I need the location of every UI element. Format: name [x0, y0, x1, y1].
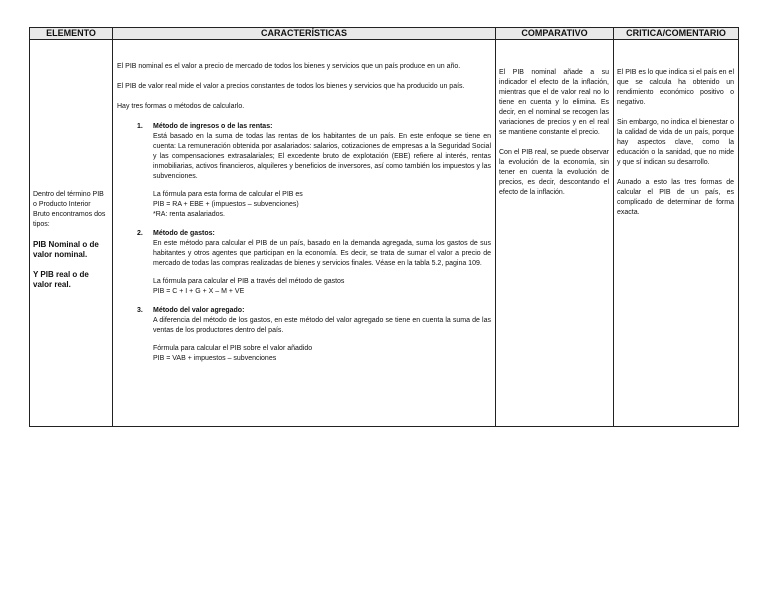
- formula-intro: Fórmula para calcular el PIB sobre el valor añadido: [153, 345, 313, 352]
- caracteristicas-cell: [113, 40, 496, 427]
- method-title: Método de gastos:: [153, 230, 215, 237]
- elemento-tipo-nominal: PIB Nominal o de valor nominal.: [33, 240, 99, 259]
- caracteristicas-p1: El PIB nominal es el valor a precio de mercado de todos los bienes y servicios que un país produce en un año.: [117, 63, 461, 70]
- formula-intro: La fórmula para calcular el PIB a través del método de gastos: [153, 278, 345, 285]
- method-formula-block: [137, 277, 491, 297]
- comparison-table: [29, 27, 739, 427]
- formula: PIB = C + I + G + X – M + VE: [153, 288, 245, 295]
- method-formula-block: [137, 190, 491, 220]
- critica-p1: El PIB es lo que indica si el país en el que se calcula ha obtenido un rendimiento económico positivo o negativo.: [617, 69, 734, 106]
- method-number: 3.: [137, 307, 143, 314]
- method-gastos: [137, 229, 491, 297]
- comparativo-p2: Con el PIB real, se puede observar la evolución de la economía, sin tener en cuenta la evolución de precios, es decir, descontando el efecto de la inflación.: [499, 149, 609, 196]
- caracteristicas-p2: El PIB de valor real mide el valor a precios constantes de todos los bienes y servicios que ha producido un país.: [117, 83, 465, 90]
- header-critica: CRITICA/COMENTARIO: [614, 28, 739, 40]
- method-body: Está basado en la suma de todas las rentas de los habitantes de un país. En este enfoque se tiene en cuenta: La remuneración obtenida por asalariados: salarios, cotizaciones de empresas a la Seguridad Social y las compensaciones extrasalariales; El excedente bruto de explotación (EBE) refiere al interés, rentas inmobiliarias, activos financieros, alquileres y beneficios de inversores, así como también los impuestos y las subvenciones.: [153, 133, 491, 180]
- method-number: 2.: [137, 230, 143, 237]
- method-title: Método del valor agregado:: [153, 307, 245, 314]
- method-body: En este método para calcular el PIB de un país, basado en la demanda agregada, suma los gastos de sus habitantes y otros agentes que participan en la economía. Es decir, se trata de sumar el valor a precio de mercado de todas las compras realizadas de bienes y servicios finales. Véase en la tabla 5.2, pagina 109.: [153, 240, 491, 267]
- elemento-intro: Dentro del término PIB o Producto Interior Bruto encontramos dos tipos:: [33, 191, 106, 228]
- method-formula-block: [137, 344, 491, 364]
- formula-note: *RA: renta asalariados.: [153, 211, 225, 218]
- header-elemento: ELEMENTO: [30, 28, 113, 40]
- elemento-tipo-real: Y PIB real o de valor real.: [33, 270, 89, 289]
- method-valor-agregado: [137, 306, 491, 364]
- header-row: [30, 28, 739, 40]
- critica-p2: Sin embargo, no indica el bienestar o la calidad de vida de un país, porque hay aspectos clave, como la educación o la sanidad, que no mide y que sí indican su desarrollo.: [617, 119, 734, 166]
- critica-cell: [614, 40, 739, 427]
- method-number: 1.: [137, 123, 143, 130]
- header-comparativo: COMPARATIVO: [496, 28, 614, 40]
- header-caracteristicas: CARACTERÍSTICAS: [113, 28, 496, 40]
- comparativo-cell: [496, 40, 614, 427]
- formula: PIB = RA + EBE + (impuestos – subvenciones): [153, 201, 299, 208]
- method-ingresos: [137, 122, 491, 220]
- critica-p3: Aunado a esto las tres formas de calcular el PIB de un país, es complicado de determinar de forma exacta.: [617, 179, 734, 216]
- content-row: [30, 40, 739, 427]
- formula-intro: La fórmula para esta forma de calcular el PIB es: [153, 191, 303, 198]
- comparativo-p1: El PIB nominal añade a su indicador el efecto de la inflación, mientras que el de valor real no lo tiene en cuenta y lo elimina. Es decir, en el nominal se recogen las variaciones de precios y en el real se mantiene constante el precio.: [499, 69, 609, 136]
- caracteristicas-p3: Hay tres formas o métodos de calcularlo.: [117, 103, 245, 110]
- method-body: A diferencia del método de los gastos, en este método del valor agregado se tiene en cuenta la suma de las ventas de los productores dentro del país.: [153, 317, 491, 334]
- formula: PIB = VAB + impuestos – subvenciones: [153, 355, 277, 362]
- elemento-cell: [30, 40, 113, 427]
- method-title: Método de ingresos o de las rentas:: [153, 123, 273, 130]
